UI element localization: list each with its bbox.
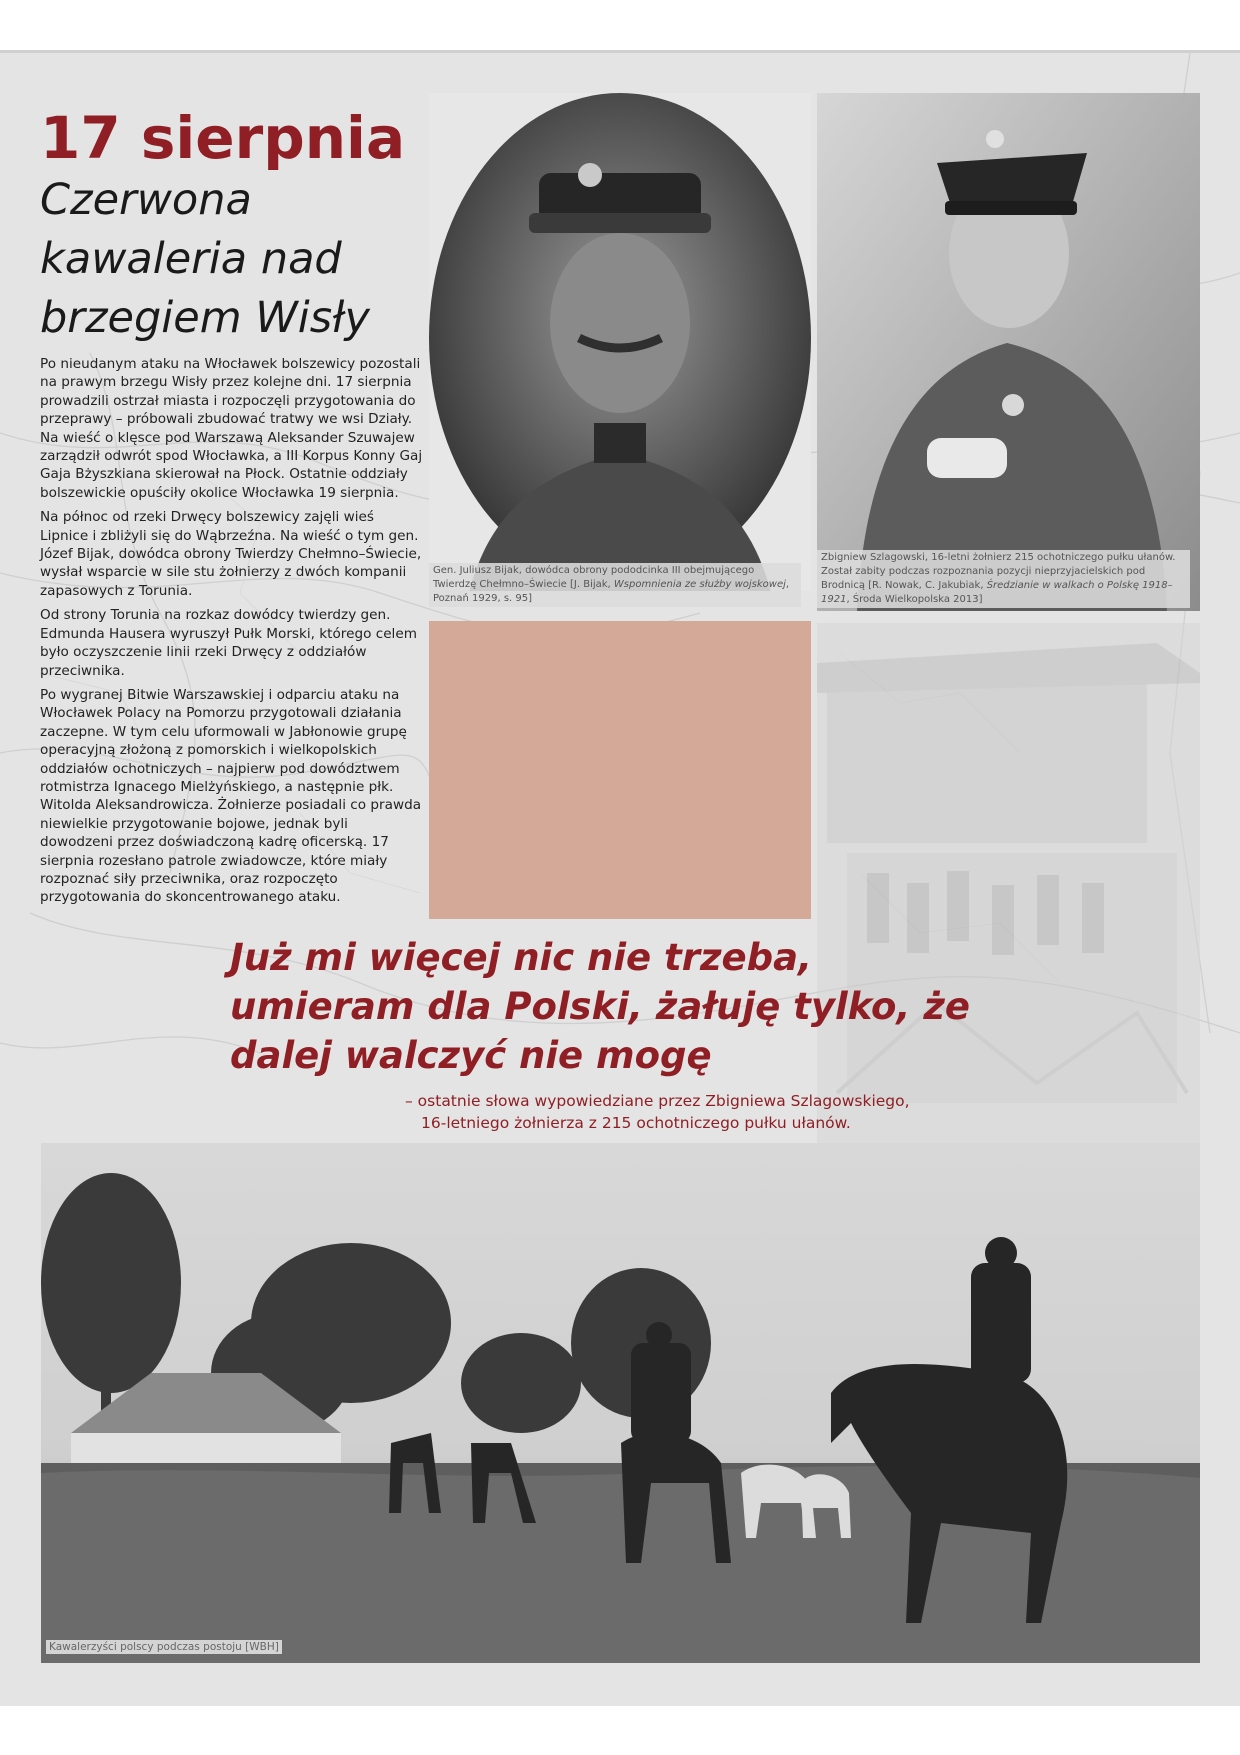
article-body: [40, 355, 423, 913]
caption-gen-bijak: Gen. Juliusz Bijak, dowódca obrony pododcinka III obejmującego Twierdzę Chełmno–Świecie [J. Bijak, Wspomnienia ze służby wojskowej, Poznań 1929, s. 95]: [429, 563, 801, 607]
quote: Już mi więcej nic nie trzeba, umieram dla Polski, żałuję tylko, że dalej walczyć nie mogę: [230, 936, 970, 1077]
photo-szlagowski: [817, 93, 1200, 611]
paragraph: Od strony Torunia na rozkaz dowódcy twierdzy gen. Edmunda Hausera wyruszył Pułk Morski, którego celem było oczyszczenie linii rzeki Drwęcy z oddziałów przeciwnika.: [40, 607, 417, 679]
paragraph: Na północ od rzeki Drwęcy bolszewicy zajęli wieś Lipnice i zbliżyli się do Wąbrzeźna. Na wieść o tym gen. Józef Bijak, dowódca obrony Twierdzy Chełmno–Świecie, wysłał wsparcie w sile stu żołnierzy z dwóch kompanii zapasowych z Torunia.: [40, 509, 422, 599]
paragraph: Po nieudanym ataku na Włocławek bolszewicy pozostali na prawym brzegu Wisły przez kolejne dni. 17 sierpnia prowadzili ostrzał miasta i rozpoczęli przygotowania do przeprawy – próbowali zbudować tratwy we wsi Działy. Na wieść o klęsce pod Warszawą Aleksander Szuwajew zarządził odwrót spod Włocławka, a III Korpus Konny Gaj Gaja Bżyszkiana skierował na Płock. Ostatnie oddziały bolszewickie opuściły okolice Włocławka 19 sierpnia.: [40, 356, 423, 501]
page-title: 17 sierpnia: [40, 104, 406, 172]
quote-attribution-line: 16-letniego żołnierza z 215 ochotniczego pułku ułanów.: [421, 1114, 851, 1132]
photo-gen-bijak: [429, 93, 811, 591]
page-subtitle: Czerwona kawaleria nad brzegiem Wisły: [40, 175, 370, 343]
paragraph: Po wygranej Bitwie Warszawskiej i odparciu ataku na Włocławek Polacy na Pomorzu przygotowali działania zaczepne. W tym celu uformowali w Jabłonowie grupę operacyjną złożoną z pomorskich i wielkopolskich oddziałów ochotniczych – najpierw pod dowództwem rotmistrza Ignacego Mielżyńskiego, a następnie płk. Witolda Aleksandrowicza. Żołnierze posiadali co prawda niewielkie przygotowanie bojowe, jednak byli dowodzeni przez doświadczoną kadrę oficerską. 17 sierpnia rozesłano patrole zwiadowcze, które miały rozpoznać siły przeciwnika, oraz rozpoczęto przygotowania do skoncentrowanego ataku.: [40, 686, 422, 906]
caption-cavalry: Kawalerzyści polscy podczas postoju [WBH]: [46, 1640, 282, 1654]
quote-attribution: [405, 1090, 1005, 1134]
exhibit-panel: [0, 50, 1240, 1706]
caption-szlagowski: Zbigniew Szlagowski, 16-letni żołnierz 215 ochotniczego pułku ułanów. Został zabity podczas rozpoznania pozycji nieprzyjacielskich pod Brodnicą [R. Nowak, C. Jakubiak, Średzianie w walkach o Polskę 1918–1921, Środa Wielkopolska 2013]: [817, 550, 1190, 608]
photo-cavalry: [41, 1143, 1200, 1663]
quote-attribution-line: – ostatnie słowa wypowiedziane przez Zbigniewa Szlagowskiego,: [405, 1092, 910, 1110]
decorative-panel: [429, 621, 811, 919]
